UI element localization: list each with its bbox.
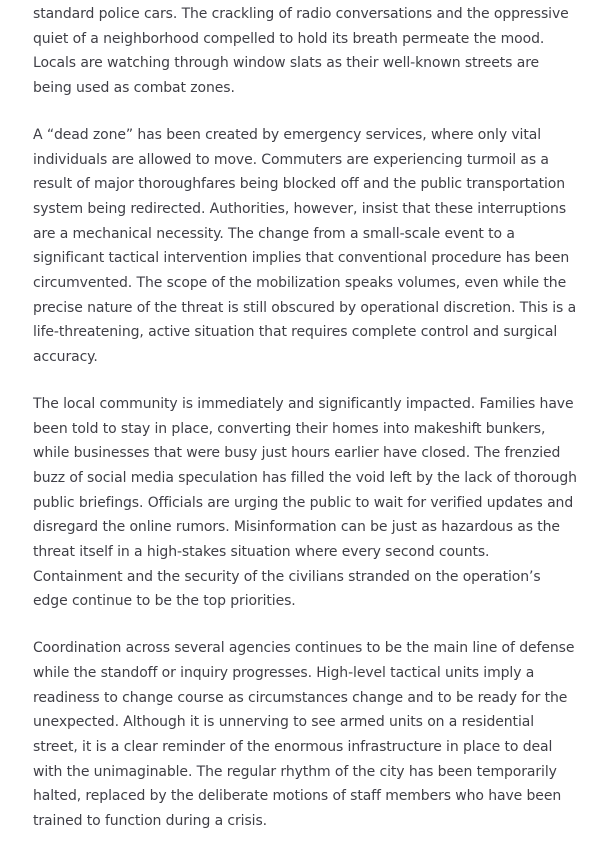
article-paragraph: Coordination across several agencies continues to be the main line of defense while the standoff or inquiry progresses. High-level tactical units imply a readiness to change course as circumstances change and to be ready for the unexpected. Although it is unnerving to see armed units on a residential street, it is a clear reminder of the enormous infrastructure in place to deal with the unimaginable. The regular rhythm of the city has been temporarily halted, replaced by the deliberate motions of staff members who have been trained to function during a crisis. [33,640,575,830]
article-body [33,2,578,856]
article-paragraph: The local community is immediately and significantly impacted. Families have been told to stay in place, converting their homes into makeshift bunkers, while businesses that were busy just hours earlier have closed. The frenzied buzz of social media speculation has filled the void left by the lack of thorough public briefings. Officials are urging the public to wait for verified updates and disregard the online rumors. Misinformation can be just as hazardous as the threat itself in a high-stakes situation where every second counts. Containment and the security of the civilians stranded on the operation’s edge continue to be the top priorities. [33,395,577,610]
article-paragraph: A “dead zone” has been created by emergency services, where only vital individuals are allowed to move. Commuters are experiencing turmoil as a result of major thoroughfares being blocked off and the public transportation system being redirected. Authorities, however, insist that these interruptions are a mechanical necessity. The change from a small-scale event to a significant tactical intervention implies that conventional procedure has been circumvented. The scope of the mobilization speaks volumes, even while the precise nature of the threat is still obscured by operational discretion. This is a life-threatening, active situation that requires complete control and surgical accuracy. [33,126,577,366]
article-paragraph: standard police cars. The crackling of radio conversations and the oppressive quiet of a neighborhood compelled to hold its breath permeate the mood. Locals are watching through window slats as their well-known streets are being used as combat zones. [33,6,569,97]
